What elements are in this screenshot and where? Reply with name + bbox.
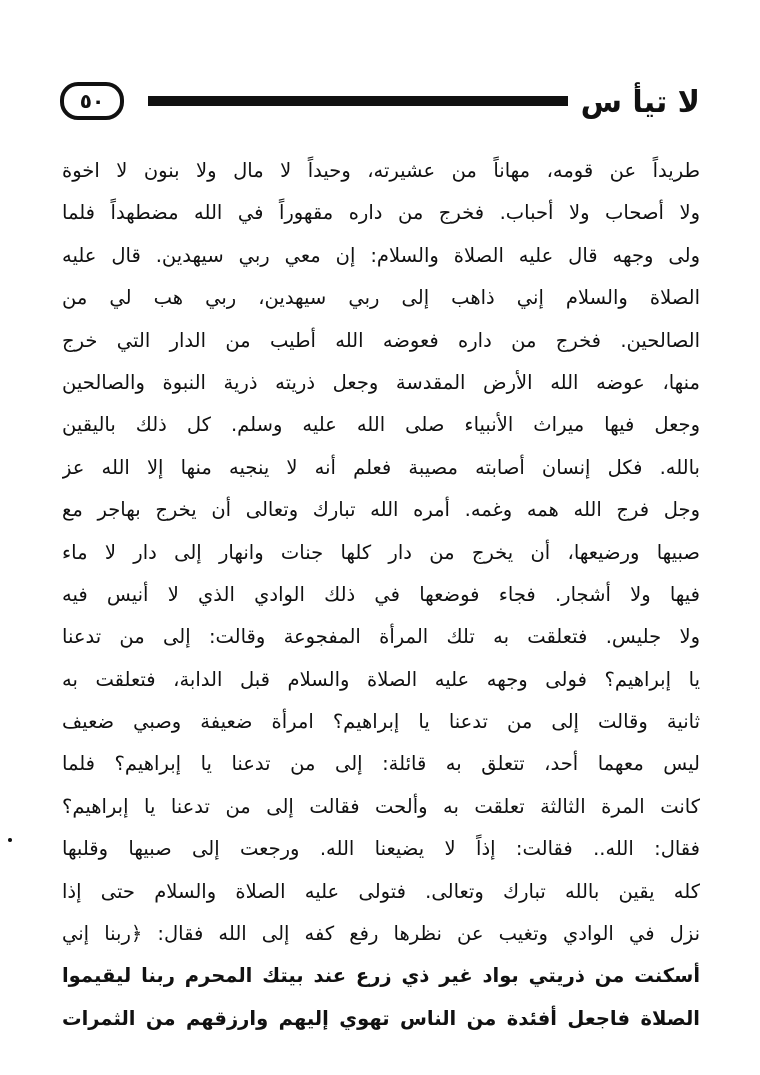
text-line: الصالحين. فخرج من داره فعوضه الله أطيب من الدار التي خرج <box>62 328 700 352</box>
body-text <box>62 150 700 1040</box>
text-line: الصلاة والسلام إني ذاهب إلى ربي سيهدين، ربي هب لي من <box>62 286 700 310</box>
text-line: كله يقين بالله تبارك وتعالى. فتولى عليه الصلاة والسلام حتى إذا <box>62 879 700 903</box>
text-line: فقال: الله.. فقالت: إذاً لا يضيعنا الله. ورجعت إلى صبيها وقلبها <box>62 837 700 861</box>
text-line: بالله. فكل إنسان أصابته مصيبة فعلم أنه لا ينجيه منها إلا الله عز <box>62 455 700 479</box>
header-rule <box>148 96 568 106</box>
text-line: ولا جليس. فتعلقت به تلك المرأة المفجوعة وقالت: إلى من تدعنا <box>62 625 700 649</box>
text-line: منها، عوضه الله الأرض المقدسة وجعل ذريته ذرية النبوة والصالحين <box>62 370 700 394</box>
text-line: الصلاة فاجعل أفئدة من الناس تهوي إليهم وارزقهم من الثمرات <box>62 1006 700 1030</box>
text-line: أسكنت من ذريتي بواد غير ذي زرع عند بيتك المحرم ربنا ليقيموا <box>62 964 700 988</box>
text-line: نزل في الوادي وتغيب عن نظرها رفع كفه إلى الله فقال: ﴿ربنا إني <box>62 922 700 946</box>
text-line: كانت المرة الثالثة تعلقت به وألحت فقالت إلى من تدعنا يا إبراهيم؟ <box>62 794 700 818</box>
book-title: لا تيأ س <box>580 85 700 120</box>
page-number: ٥٠ <box>60 82 124 120</box>
text-line: فيها ولا أشجار. فجاء فوضعها في ذلك الوادي الذي لا أنيس فيه <box>62 582 700 606</box>
text-line: ولى وجهه قال عليه الصلاة والسلام: إن معي ربي سيهدين. قال عليه <box>62 243 700 267</box>
text-line: طريداً عن قومه، مهاناً من عشيرته، وحيداً لا مال ولا بنون لا اخوة <box>62 159 700 182</box>
margin-mark <box>8 838 12 842</box>
text-line: صبيها ورضيعها، أن يخرج من دار كلها جنات وانهار إلى دار لا ماء <box>62 540 700 564</box>
text-line: ليس معهما أحد، تتعلق به قائلة: إلى من تدعنا يا إبراهيم؟ فلما <box>62 752 700 776</box>
page-header <box>60 80 700 126</box>
text-line: وجل فرج الله همه وغمه. أمره الله تبارك وتعالى أن يخرج بهاجر مع <box>62 498 700 522</box>
text-line: ولا أصحاب ولا أحباب. فخرج من داره مقهوراً في الله مضطهداً فلما <box>62 201 700 225</box>
text-line: وجعل فيها ميراث الأنبياء صلى الله عليه وسلم. كل ذلك باليقين <box>62 413 700 437</box>
text-line: ثانية وقالت إلى من تدعنا يا إبراهيم؟ امرأة ضعيفة وصبي ضعيف <box>62 710 700 734</box>
text-line: يا إبراهيم؟ فولى وجهه عليه الصلاة والسلام قبل الدابة، فتعلقت به <box>62 667 700 691</box>
